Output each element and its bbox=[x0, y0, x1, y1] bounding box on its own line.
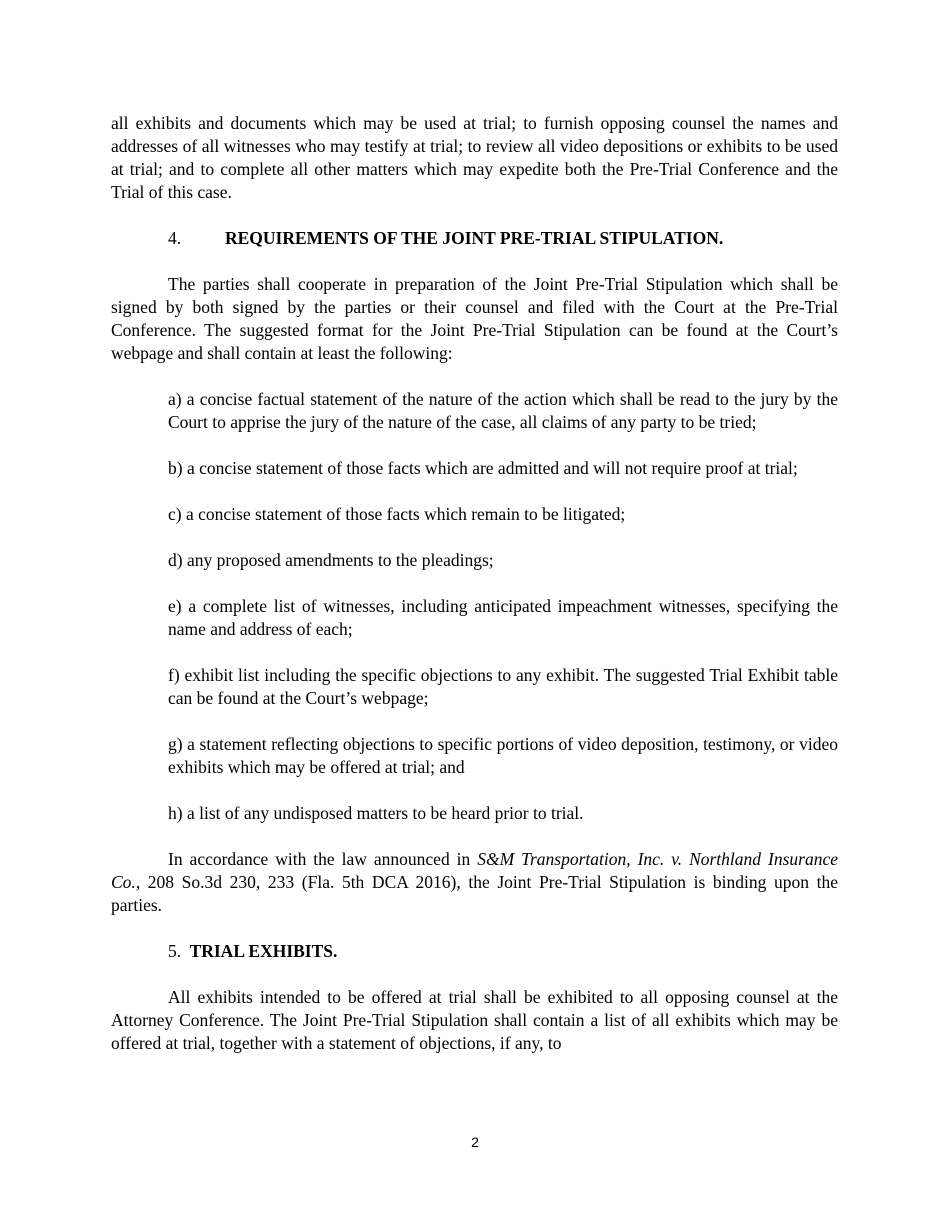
section-4-heading bbox=[168, 227, 838, 250]
section-5-paragraph: All exhibits intended to be offered at trial shall be exhibited to all opposing counsel at the Attorney Conference. The Joint Pre-Trial Stipulation shall contain a list of all exhibits which may be offered at trial, together with a statement of objections, if any, to bbox=[111, 987, 838, 1053]
section-5-title: TRIAL EXHIBITS. bbox=[189, 941, 338, 961]
case-citation-lead: In accordance with the law announced in bbox=[168, 849, 478, 869]
intro-paragraph: all exhibits and documents which may be used at trial; to furnish opposing counsel the names and addresses of all witnesses who may testify at trial; to review all video depositions or exhibits to be used at trial; and to complete all other matters which may expedite both the Pre-Trial Conference and the Trial of this case. bbox=[111, 113, 838, 202]
list-item-d: d) any proposed amendments to the pleadings; bbox=[168, 550, 494, 570]
list-item-h: h) a list of any undisposed matters to be heard prior to trial. bbox=[168, 803, 584, 823]
page-number: 2 bbox=[471, 1134, 479, 1150]
section-4-paragraph: The parties shall cooperate in preparation of the Joint Pre-Trial Stipulation which shall be signed by both signed by the parties or their counsel and filed with the Court at the Pre-Trial Conference. The suggested format for the Joint Pre-Trial Stipulation can be found at the Court’s webpage and shall contain at least the following: bbox=[111, 274, 838, 363]
section-5-number: 5. bbox=[168, 941, 182, 961]
list-item-b: b) a concise statement of those facts which are admitted and will not require proof at trial; bbox=[168, 458, 798, 478]
case-name: S&M Transportation, Inc. v. Northland Insurance Co. bbox=[111, 849, 838, 892]
section-5-heading bbox=[168, 940, 838, 963]
case-citation-paragraph bbox=[111, 848, 838, 917]
list-item-e: e) a complete list of witnesses, including anticipated impeachment witnesses, specifying the name and address of each; bbox=[168, 596, 838, 639]
document-body bbox=[111, 112, 838, 1078]
section-4-title: REQUIREMENTS OF THE JOINT PRE-TRIAL STIPULATION. bbox=[225, 228, 724, 248]
section-4-number: 4. bbox=[168, 228, 182, 248]
list-item-g: g) a statement reflecting objections to specific portions of video deposition, testimony, or video exhibits which may be offered at trial; and bbox=[168, 734, 838, 777]
list-item-a: a) a concise factual statement of the nature of the action which shall be read to the jury by the Court to apprise the jury of the nature of the case, all claims of any party to be tried; bbox=[168, 389, 838, 432]
list-item-f: f) exhibit list including the specific objections to any exhibit. The suggested Trial Exhibit table can be found at the Court’s webpage; bbox=[168, 665, 838, 708]
list-item-c: c) a concise statement of those facts which remain to be litigated; bbox=[168, 504, 626, 524]
case-citation-tail: , 208 So.3d 230, 233 (Fla. 5th DCA 2016), the Joint Pre-Trial Stipulation is binding upon the parties. bbox=[111, 872, 838, 915]
